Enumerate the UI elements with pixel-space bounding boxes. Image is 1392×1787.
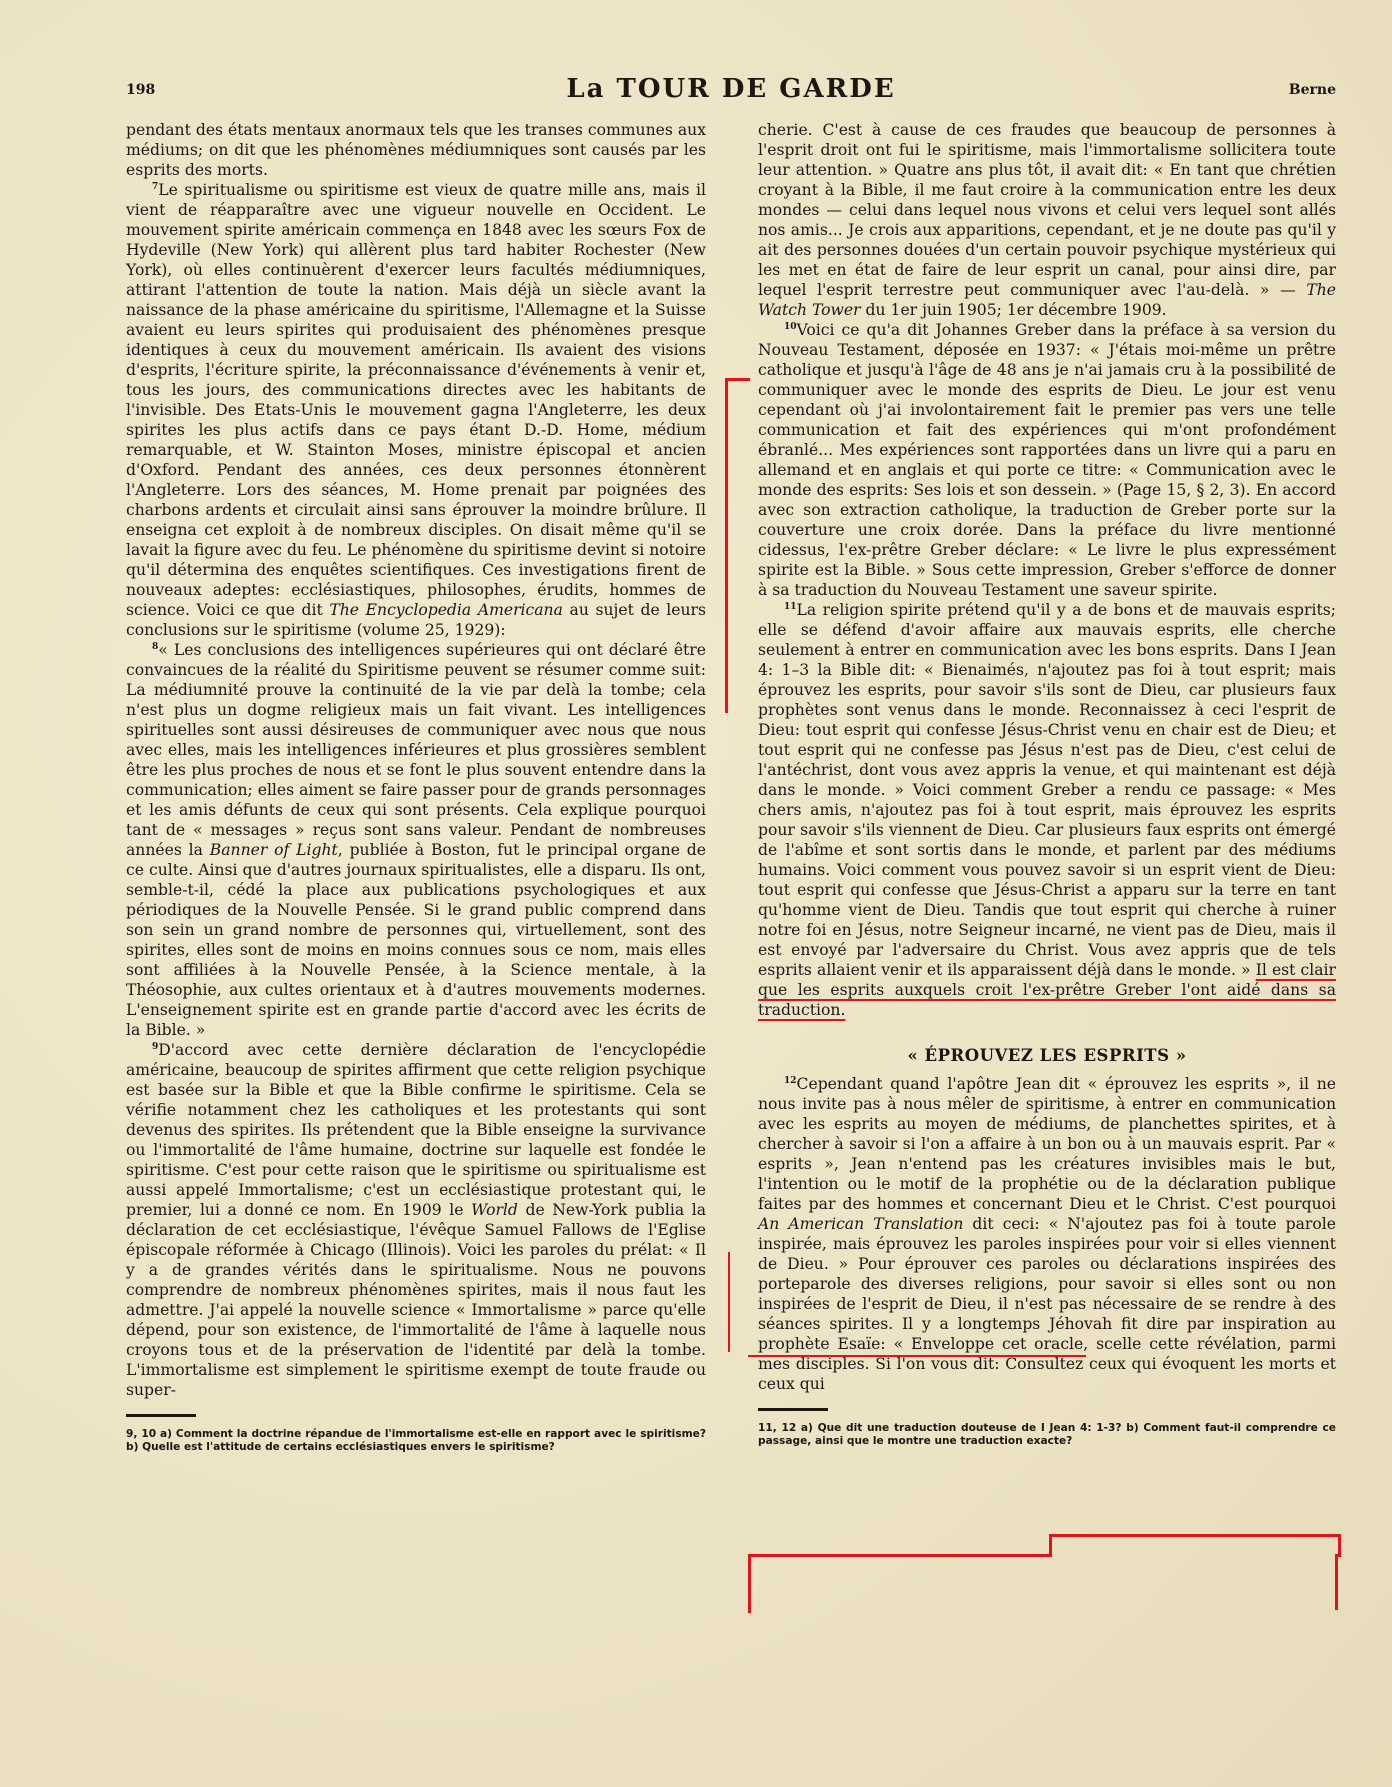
paragraph-text: de New-York publia la déclaration de cet ecclésiastique, l'évêque Samuel Fallows de l'Eglise épiscopale réformée à Chicago (Illinois). Voici les paroles du prélat: « Il y a de grandes vérités dans le spiritualisme. Nous ne pouvons comprendre de nombreux phénomènes spirites, mais il nous faut les admettre. J'ai appelé la nouvelle science « Immortalisme » parce qu'elle dépend, pour son existence, de l'immortalité de l'âme à laquelle nous croyons tous et de la préservation de l'identité par delà la tombe. L'immortalisme est simplement le spiritisme exempt de toute fraude ou super- xyxy=(126,1201,706,1399)
highlighted-sentence: Il est clair que les esprits auxquels croit l'ex-prêtre Greber l'ont aidé dans sa traduction. xyxy=(758,961,1336,1019)
annotation-bracket-paragraph-10 xyxy=(725,378,750,713)
study-questions-9-10: 9, 10 a) Comment la doctrine répandue de l'immortalisme est-elle en rapport avec le spiritisme? b) Quelle est l'attitude de certains ecclésiastiques envers le spiritisme? xyxy=(126,1427,706,1453)
paragraph-text: du 1er juin 1905; 1er décembre 1909. xyxy=(860,301,1167,319)
paragraph-9 xyxy=(126,1040,706,1400)
highlighted-passage: Il y a longtemps Jéhovah fit dire par inspiration au prophète Esaïe: « Enveloppe cet oracle, scelle cette révélation, parmi mes disciples. Si l'on vous dit: Consultez ceux qui évoquent les morts et ceux qui xyxy=(758,1315,1336,1393)
paragraph-text: , publiée à Boston, fut le principal organe de ce culte. Ainsi que d'autres journaux spiritualistes, elle a disparu. Ils ont, semble-t-il, cédé la place aux publications psychologiques et aux périodiques de la Nouvelle Pensée. Si le grand public comprend dans son sein un grand nombre de personnes qui, virtuellement, sont des spirites, elles sont de moins en moins connues sous ce nom, mais elles sont affiliées à la Nouvelle Pensée, à la Science mentale, à la Théosophie, aux cultes orientaux et à d'autres mouvements modernes. L'enseignement spirite est en grande partie d'accord avec les écrits de la Bible. » xyxy=(126,841,706,1039)
paragraph-8 xyxy=(126,640,706,1040)
citation-title: The Watch Tower xyxy=(758,281,1336,319)
paragraph-text: Le spiritualisme ou spiritisme est vieux de quatre mille ans, mais il vient de réapparaître avec une vigueur nouvelle en Occident. Le mouvement spirite américain commença en 1848 avec les sœurs Fox de Hydeville (New York) qui allèrent plus tard habiter Rochester (New York), où elles continuèrent d'exercer leurs facultés médiumniques, attirant l'attention de toute la nation. Mais déjà un siècle avant la naissance de la phase américaine du spiritisme, l'Allemagne et la Suisse avaient eu leurs spirites qui produisaient des phénomènes presque identiques à ceux du mouvement américain. Ils avaient des visions d'esprits, l'écriture spirite, la préconnaissance d'événements à venir et, tous les jours, des communications directes avec les habitants de l'invisible. Des Etats-Unis le mouvement gagna l'Angleterre, les deux spirites les plus actifs dans ce pays étant D.-D. Home, médium remarquable, et W. Stainton Moses, ministre épiscopal et ancien d'Oxford. Pendant des années, ces deux personnes étonnèrent l'Angleterre. Lors des séances, M. Home prenait par poignées des charbons ardents et circulait ainsi sans éprouver la moindre brûlure. Il enseigna cet exploit à de nombreux disciples. On disait même qu'il se lavait la figure avec du feu. Le phénomène du spiritisme devint si notoire qu'il détermina des enquêtes scientifiques. Ces investigations firent de nouveaux adeptes: ecclésiastiques, philosophes, érudits, hommes de science. Voici ce que dit xyxy=(126,181,706,619)
paragraph-number: 12 xyxy=(784,1075,797,1086)
footnote-divider xyxy=(126,1414,196,1417)
paragraph-text: dit ceci: « N'ajoutez pas foi à toute parole inspirée, mais éprouvez les paroles inspirées pour voir si elles viennent de Dieu. » Pour éprouver ces paroles ou déclarations inspirées des porteparole des diverses religions, pour savoir si elles sont ou non inspirées de l'esprit de Dieu, il n'est pas nécessaire de se rendre à des séances spirites. xyxy=(758,1215,1336,1333)
annotation-box-isaiah-quote-lower xyxy=(748,1554,1052,1613)
annotation-bracket-paragraph-12 xyxy=(728,1252,731,1352)
paragraph-text: au sujet de leurs conclusions sur le spiritisme (volume 25, 1929): xyxy=(126,601,706,639)
annotation-box-isaiah-quote-right xyxy=(1335,1554,1339,1610)
paragraph-text: D'accord avec cette dernière déclaration de l'encyclopédie américaine, beaucoup de spirites affirment que cette religion psychique est basée sur la Bible et que la Bible confirme le spiritisme. Cela se vérifie notamment chez les catholiques et les protestants qui sont devenus des spirites. Ils prétendent que la Bible enseigne la survivance ou l'immortalité de l'âme humaine, doctrine sur laquelle est fondée le spiritisme. C'est pour cette raison que le spiritisme ou spiritualisme est aussi appelé Immortalisme; c'est un ecclésiastique protestant qui, le premier, lui a donné ce nom. En 1909 le xyxy=(126,1041,706,1219)
citation-title: An American Translation xyxy=(758,1215,964,1233)
paragraph-number: 7 xyxy=(152,181,159,192)
paragraph-10 xyxy=(758,320,1336,600)
page-number: 198 xyxy=(126,82,156,98)
citation-title: The Encyclopedia Americana xyxy=(329,601,563,619)
study-questions-11-12: 11, 12 a) Que dit une traduction douteuse de I Jean 4: 1-3? b) Comment faut-il comprendre ce passage, ainsi que le montre une traduction exacte? xyxy=(758,1421,1336,1447)
paragraph-number: 9 xyxy=(152,1041,159,1052)
paragraph-text: La religion spirite prétend qu'il y a de bons et de mauvais esprits; elle se défend d'avoir affaire aux mauvais esprits, elle cherche seulement à entrer en communication avec les bons esprits. Dans I Jean 4: 1–3 la Bible dit: « Bienaimés, n'ajoutez pas foi à tout esprit; mais éprouvez les esprits, pour savoir s'ils sont de Dieu, car plusieurs faux prophètes sont venus dans le monde. Reconnaissez à ceci l'esprit de Dieu: tout esprit qui confesse Jésus-Christ venu en chair est de Dieu; et tout esprit qui ne confesse pas Jésus n'est pas de Dieu, c'est celui de l'antéchrist, dont vous avez appris la venue, et qui maintenant est déjà dans le monde. » Voici comment Greber a rendu ce passage: « Mes chers amis, n'ajoutez pas foi à tout esprit, mais éprouvez les esprits pour savoir s'ils viennent de Dieu. Car plusieurs faux esprits ont émergé de l'abîme et sont sortis dans le monde, et parlent par des médiums humains. Voici comment vous pouvez savoir si un esprit vient de Dieu: tout esprit qui confesse que Jésus-Christ a apparu sur la terre en tant qu'homme vient de Dieu. Tandis que tout esprit qui cherche à ruiner notre foi en Jésus, notre Seigneur incarné, ne vient pas de Dieu, mais il est envoyé par l'adversaire du Christ. Vous avez appris que de tels esprits allaient venir et ils apparaissent déjà dans le monde. » xyxy=(758,601,1336,979)
citation-title: World xyxy=(471,1201,518,1219)
paragraph-number: 10 xyxy=(784,321,797,332)
paragraph-11 xyxy=(758,600,1336,1020)
footnote-divider xyxy=(758,1408,828,1411)
paragraph-text: « Les conclusions des intelligences supérieures qui ont déclaré être convaincues de la réalité du Spiritisme peuvent se résumer comme suit: La médiumnité prouve la continuité de la vie par delà la tombe; cela n'est plus un dogme religieux mais un fait vivant. Les intelligences spirituelles sont aussi désireuses de communiquer avec nous que nous avec elles, mais les intelligences inférieures et plus grossières semblent être les plus proches de nous et se font le plus souvent entendre dans la communication; elles aiment se faire passer pour de grands personnages et les amis défunts de ceux qui sont présents. Cela explique pourquoi tant de « messages » reçus sont sans valeur. Pendant de nombreuses années la xyxy=(126,641,706,859)
citation-title: Banner of Light xyxy=(209,841,338,859)
highlighted-passage: Cependant quand l'apôtre Jean dit « éprouvez les esprits », il ne nous invite pas à nous mêler de spiritisme, à entrer en communication avec les esprits au moyen de médiums, de planchettes spirites, et à chercher à savoir si l'on a affaire à un bon ou à un mauvais esprit. xyxy=(758,1075,1336,1153)
magazine-title: La TOUR DE GARDE xyxy=(566,74,896,104)
paragraph-12 xyxy=(758,1074,1336,1394)
paragraph-number: 8 xyxy=(152,641,159,652)
right-column xyxy=(758,120,1336,1458)
annotation-box-isaiah-quote xyxy=(1049,1534,1341,1557)
paragraph-7 xyxy=(126,180,706,640)
paragraph-number: 11 xyxy=(784,601,797,612)
edition-label: Berne xyxy=(1288,82,1336,98)
paragraph-text: Par « esprits », Jean n'entend pas les créatures invisibles mais le but, l'intention ou le motif de la prophétie ou de la déclaration publique faites par des hommes et concernant Dieu et le Christ. C'est pourquoi xyxy=(758,1135,1337,1213)
paragraph-9-continued xyxy=(758,120,1336,320)
paragraph-text: Voici ce qu'a dit Johannes Greber dans la préface à sa version du Nouveau Testament, déposée en 1937: « J'étais moi-même un prêtre catholique et jusqu'à l'âge de 48 ans je n'ai jamais cru à la possibilité de communiquer avec le monde des esprits de Dieu. Le jour est venu cependant où j'ai involontairement fait le premier pas vers une telle communication et fait des expériences qui m'ont profondément ébranlé... Mes expériences sont rapportées dans un livre qui a paru en allemand et en anglais et qui porte ce titre: « Communication avec le monde des esprits: Ses lois et son dessein. » (Page 15, § 2, 3). En accord avec son extraction catholique, la traduction de Greber porte sur la couverture une croix dorée. Dans la préface du livre mentionné cidessus, l'ex-prêtre Greber déclare: « Le livre le plus expressément spirite est la Bible. » Sous cette impression, Greber s'efforce de donner à sa traduction du Nouveau Testament une saveur spirite. xyxy=(758,321,1336,599)
paragraph-text: cherie. C'est à cause de ces fraudes que beaucoup de personnes à l'esprit droit ont fui le spiritisme, mais l'immortalisme sollicitera toute leur attention. » Quatre ans plus tôt, il avait dit: « En tant que chrétien croyant à la Bible, il me faut croire à la communication entre les deux mondes — celui dans lequel nous vivons et celui vers lequel sont allés nos amis... Je crois aux apparitions, cependant, et je ne doute pas qu'il y ait des personnes douées d'un certain pouvoir psychique mystérieux qui les met en état de faire de leur esprit un canal, pour ainsi dire, par lequel l'esprit terrestre peut communiquer avec l'au-delà. » — xyxy=(758,121,1336,299)
paragraph-6-continued: pendant des états mentaux anormaux tels que les transes communes aux médiums; on dit que les phénomènes médiumniques sont causés par les esprits des morts. xyxy=(126,121,706,179)
left-column xyxy=(126,120,706,1464)
section-subheading: « ÉPROUVEZ LES ESPRITS » xyxy=(907,1046,1187,1065)
page-header xyxy=(126,74,1336,108)
